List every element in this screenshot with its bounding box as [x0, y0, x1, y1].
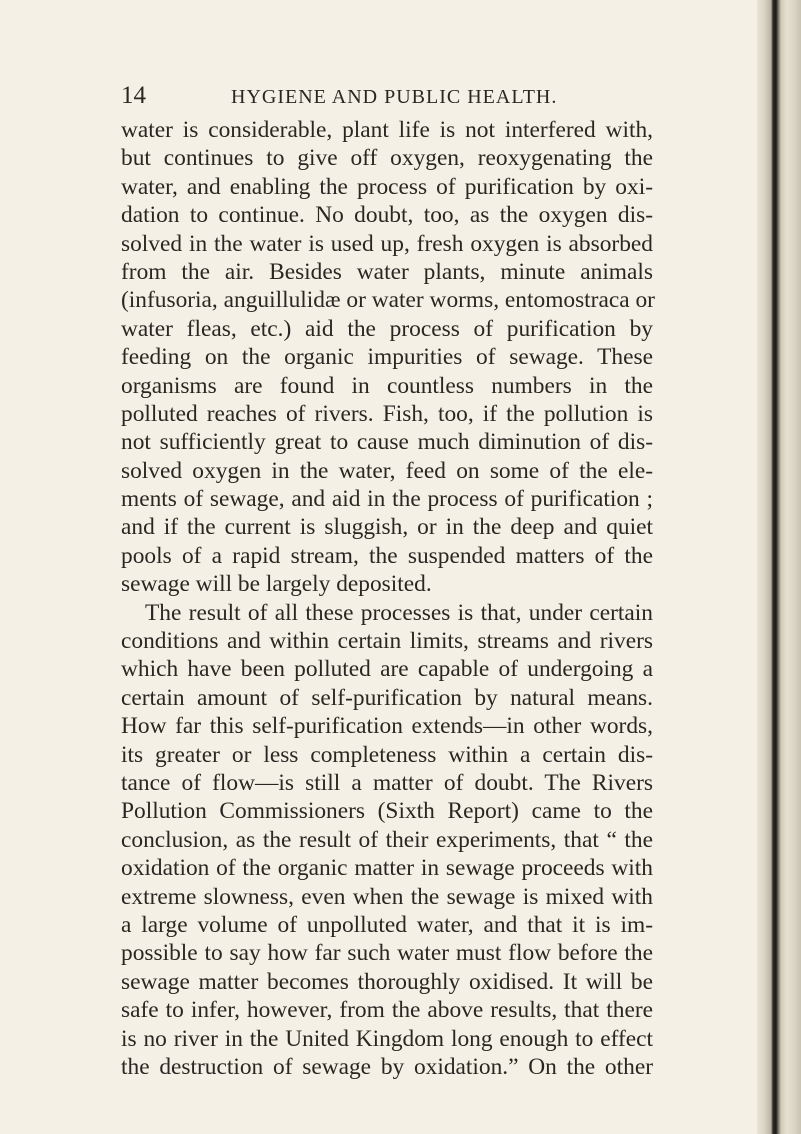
text-line: dation to continue. No doubt, too, as the oxygen dis-: [121, 202, 653, 229]
running-head: HYGIENE AND PUBLIC HEALTH.: [231, 86, 558, 108]
text-line: pools of a rapid stream, the suspended matters of the: [121, 542, 653, 569]
book-spine-edge: [757, 0, 801, 1134]
text-line: tance of flow—is still a matter of doubt. The Rivers: [121, 769, 653, 796]
text-line: Pollution Commissioners (Sixth Report) came to the: [121, 798, 653, 825]
text-line: water, and enabling the process of purification by oxi-: [121, 173, 653, 200]
text-line: possible to say how far such water must flow before the: [121, 940, 653, 967]
text-line: the destruction of sewage by oxidation.” On the other: [121, 1053, 653, 1080]
text-line: a large volume of unpolluted water, and that it is im-: [121, 911, 653, 938]
text-line: water fleas, etc.) aid the process of purification by: [121, 315, 653, 342]
text-line: sewage will be largely deposited.: [121, 571, 432, 598]
text-line: extreme slowness, even when the sewage is mixed with: [121, 883, 653, 910]
text-line: feeding on the organic impurities of sewage. These: [121, 344, 653, 371]
text-line: but continues to give off oxygen, reoxygenating the: [121, 145, 653, 172]
text-line: not sufficiently great to cause much diminution of dis-: [121, 429, 653, 456]
text-line: safe to infer, however, from the above results, that there: [121, 997, 653, 1024]
text-line: organisms are found in countless numbers in the: [121, 372, 653, 399]
text-line: (infusoria, anguillulidæ or water worms, entomostraca or: [121, 287, 655, 314]
text-line: certain amount of self-purification by natural means.: [121, 684, 653, 711]
text-line: oxidation of the organic matter in sewage proceeds with: [121, 855, 653, 882]
text-line: ments of sewage, and aid in the process of purification ;: [121, 486, 653, 513]
text-line: water is considerable, plant life is not interfered with,: [121, 117, 653, 143]
text-line: its greater or less completeness within a certain dis-: [121, 741, 653, 768]
page-number: 14: [121, 82, 146, 109]
text-line: from the air. Besides water plants, minute animals: [121, 258, 653, 285]
body-text: [121, 116, 653, 1081]
text-line: solved in the water is used up, fresh oxygen is absorbed: [121, 230, 653, 257]
text-line: The result of all these processes is that, under certain: [145, 599, 653, 626]
text-line: is no river in the United Kingdom long enough to effect: [121, 1025, 653, 1052]
page-header: [121, 82, 681, 110]
text-line: sewage matter becomes thoroughly oxidised. It will be: [121, 968, 653, 995]
text-line: How far this self-purification extends—in other words,: [121, 713, 653, 740]
text-line: conclusion, as the result of their experiments, that “ the: [121, 826, 653, 853]
text-line: and if the current is sluggish, or in the deep and quiet: [121, 514, 653, 541]
text-line: conditions and within certain limits, streams and rivers: [121, 628, 653, 655]
text-line: which have been polluted are capable of undergoing a: [121, 656, 653, 683]
text-line: polluted reaches of rivers. Fish, too, if the pollution is: [121, 400, 653, 427]
text-line: solved oxygen in the water, feed on some of the ele-: [121, 457, 653, 484]
